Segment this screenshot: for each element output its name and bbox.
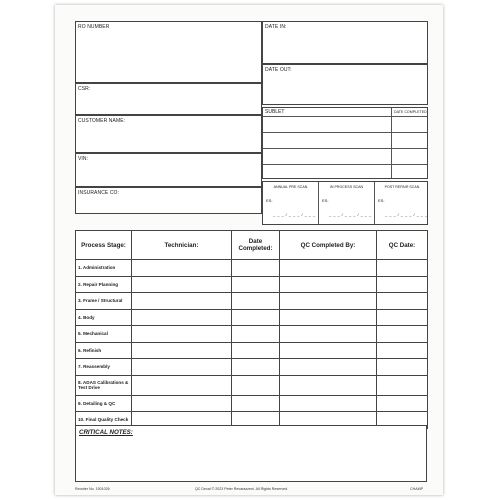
date-in-box[interactable] xyxy=(262,21,428,64)
vin-box[interactable] xyxy=(75,153,262,187)
qc-by-cell[interactable] xyxy=(280,276,377,293)
table-row xyxy=(76,309,428,326)
stage-label: 7. Reassembly xyxy=(76,359,132,376)
scan-number-1[interactable]: ES: xyxy=(266,198,273,203)
qc-date-cell[interactable] xyxy=(377,276,428,293)
technician-cell[interactable] xyxy=(132,375,232,395)
table-row xyxy=(76,326,428,343)
stage-label: 4. Body xyxy=(76,309,132,326)
table-row xyxy=(76,342,428,359)
date-completed-cell[interactable] xyxy=(232,309,280,326)
table-row xyxy=(76,375,428,395)
stage-label: 5. Mechanical xyxy=(76,326,132,343)
date-completed-cell[interactable] xyxy=(232,326,280,343)
scan-date-2[interactable]: ___/___/___ xyxy=(329,212,374,217)
date-completed-cell[interactable] xyxy=(232,260,280,277)
technician-cell[interactable] xyxy=(132,359,232,376)
table-row xyxy=(76,359,428,376)
qc-date-cell[interactable] xyxy=(377,359,428,376)
insurance-co-box[interactable] xyxy=(75,187,262,214)
critical-notes-label: CRITICAL NOTES: xyxy=(79,429,133,436)
technician-cell[interactable] xyxy=(132,342,232,359)
qc-by-cell[interactable] xyxy=(280,326,377,343)
qc-date-cell[interactable] xyxy=(377,326,428,343)
vin-label: VIN: xyxy=(78,156,89,162)
csr-box[interactable] xyxy=(75,83,262,115)
date-completed-label: DATE COMPLETED xyxy=(394,110,427,114)
table-header-row xyxy=(76,231,428,260)
customer-name-box[interactable] xyxy=(75,115,262,153)
qc-by-cell[interactable] xyxy=(280,359,377,376)
qc-date-cell[interactable] xyxy=(377,395,428,412)
qc-by-cell[interactable] xyxy=(280,342,377,359)
header-qc-completed-by: QC Completed By: xyxy=(280,231,377,260)
annual-pre-scan-label: ANNUAL PRE SCAN xyxy=(273,185,308,189)
ro-number-box[interactable] xyxy=(75,21,262,83)
scan-date-3[interactable]: ___/___/___ xyxy=(385,212,430,217)
date-in-label: DATE IN: xyxy=(265,24,287,30)
table-row xyxy=(76,293,428,310)
process-stage-table xyxy=(75,230,428,429)
qc-by-cell[interactable] xyxy=(280,375,377,395)
qc-date-cell[interactable] xyxy=(377,293,428,310)
stage-label: 2. Repair Planning xyxy=(76,276,132,293)
stage-label: 1. Administration xyxy=(76,260,132,277)
stage-label: 3. Frame / Structural xyxy=(76,293,132,310)
technician-cell[interactable] xyxy=(132,276,232,293)
date-completed-cell[interactable] xyxy=(232,293,280,310)
qc-by-cell[interactable] xyxy=(280,309,377,326)
technician-cell[interactable] xyxy=(132,260,232,277)
scan-boxes xyxy=(262,181,428,225)
stage-label: 6. Refinish xyxy=(76,342,132,359)
stage-label: 9. Detailing & QC xyxy=(76,395,132,412)
qc-by-cell[interactable] xyxy=(280,293,377,310)
sublet-label: SUBLET xyxy=(265,109,285,115)
table-row xyxy=(76,395,428,412)
date-completed-cell[interactable] xyxy=(232,342,280,359)
qc-date-cell[interactable] xyxy=(377,375,428,395)
post-repair-scan-label: POST REPAIR SCAN xyxy=(384,185,420,189)
stage-label: 10. Final Quality Check xyxy=(76,412,132,429)
form-code: CHAMP xyxy=(410,487,423,491)
qc-by-cell[interactable] xyxy=(280,395,377,412)
header-qc-date: QC Date: xyxy=(377,231,428,260)
sublet-table xyxy=(262,107,428,179)
in-process-scan-label: IN PROCESS SCAN xyxy=(329,185,364,189)
reorder-number: Reorder No. 1501026 xyxy=(75,487,110,491)
header-process-stage: Process Stage: xyxy=(76,231,132,260)
insurance-co-label: INSURANCE CO: xyxy=(78,190,120,196)
date-out-box[interactable] xyxy=(262,64,428,105)
scan-number-3[interactable]: ES: xyxy=(378,198,385,203)
header-technician: Technician: xyxy=(132,231,232,260)
date-completed-cell[interactable] xyxy=(232,375,280,395)
qc-by-cell[interactable] xyxy=(280,260,377,277)
technician-cell[interactable] xyxy=(132,309,232,326)
date-out-label: DATE OUT: xyxy=(265,67,292,73)
customer-name-label: CUSTOMER NAME: xyxy=(78,118,126,124)
date-completed-cell[interactable] xyxy=(232,276,280,293)
scan-date-1[interactable]: ___/___/___ xyxy=(273,212,318,217)
copyright-text: QC Decal © 2023 Peter Revarazzeni. All Rights Reserved. xyxy=(195,487,289,491)
date-completed-cell[interactable] xyxy=(232,395,280,412)
header-date-completed: Date Completed: xyxy=(232,231,280,260)
qc-form-sheet xyxy=(55,5,443,495)
qc-date-cell[interactable] xyxy=(377,342,428,359)
qc-date-cell[interactable] xyxy=(377,309,428,326)
technician-cell[interactable] xyxy=(132,395,232,412)
critical-notes-box[interactable] xyxy=(75,425,427,482)
table-row xyxy=(76,276,428,293)
date-completed-cell[interactable] xyxy=(232,359,280,376)
qc-date-cell[interactable] xyxy=(377,260,428,277)
csr-label: CSR: xyxy=(78,86,91,92)
stage-label: 8. ADAS Calibrations & Test Drive xyxy=(76,375,132,395)
scan-number-2[interactable]: ES: xyxy=(322,198,329,203)
technician-cell[interactable] xyxy=(132,293,232,310)
table-row xyxy=(76,260,428,277)
ro-number-label: RO NUMBER xyxy=(78,24,110,30)
technician-cell[interactable] xyxy=(132,326,232,343)
